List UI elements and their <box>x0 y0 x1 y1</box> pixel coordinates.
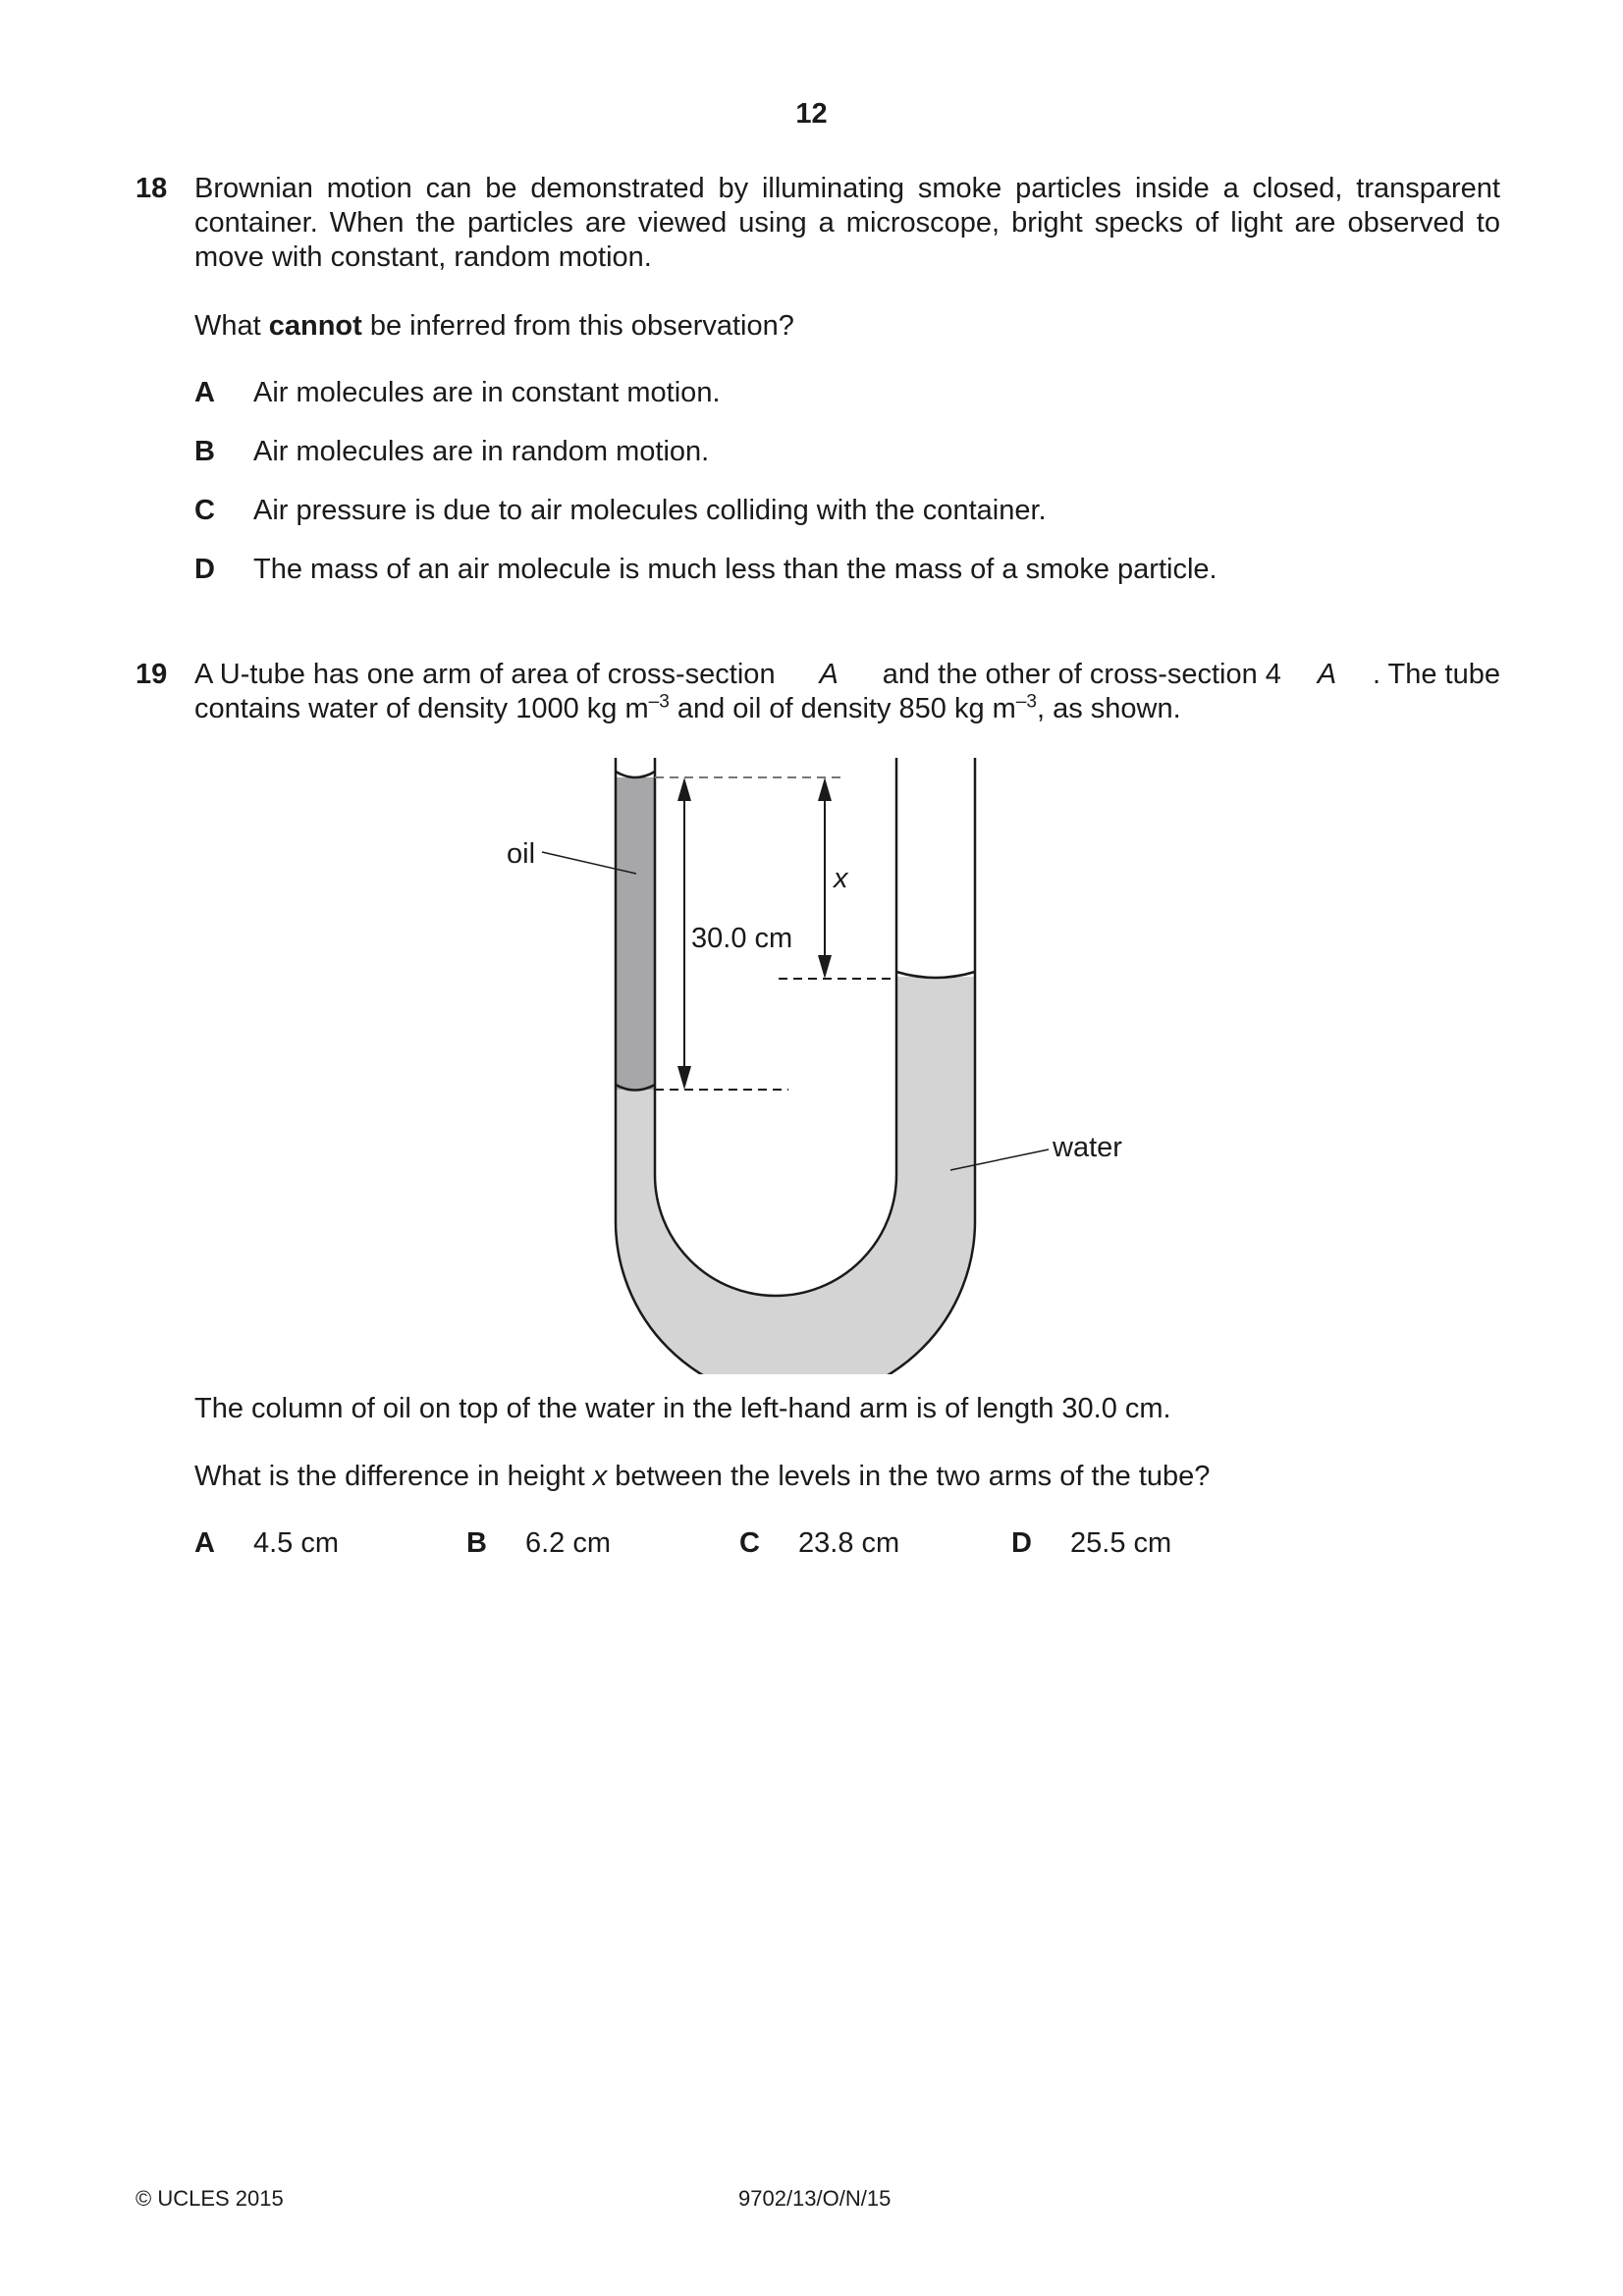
option-text: 6.2 cm <box>525 1527 612 1559</box>
prompt-part: What is the difference in height <box>194 1461 593 1492</box>
question-number: 19 <box>135 659 168 690</box>
footer-copyright: © UCLES 2015 <box>135 2186 284 2211</box>
oil-label: oil <box>507 838 536 870</box>
option-text: The mass of an air molecule is much less than the mass of a smoke particle. <box>253 554 1217 585</box>
option-b <box>466 1526 611 1561</box>
prompt-emphasis: cannot <box>268 310 362 342</box>
footer-paper-code: 9702/13/O/N/15 <box>738 2186 892 2211</box>
question-18 <box>135 172 1500 275</box>
length-arrowhead-up <box>677 777 691 801</box>
text-part: A U-tube has one arm of area of cross-section <box>194 659 784 690</box>
question-19 <box>135 658 1500 726</box>
option-a <box>194 376 721 410</box>
question-stem: The column of oil on top of the water in the left-hand arm is of length 30.0 cm. <box>194 1393 1171 1424</box>
prompt-italic: x <box>592 1461 608 1492</box>
question-number: 18 <box>135 173 168 204</box>
option-a <box>194 1526 339 1561</box>
question-line-2 <box>194 692 1500 726</box>
superscript: –3 <box>1015 691 1037 713</box>
length-arrowhead-down <box>677 1066 691 1090</box>
option-d <box>1011 1526 1171 1561</box>
question-prompt <box>194 1460 1210 1494</box>
option-letter: A <box>194 377 215 408</box>
water-label: water <box>1053 1132 1122 1163</box>
text-part: , as shown. <box>1036 693 1181 724</box>
text-italic: A <box>819 659 839 690</box>
option-letter: C <box>739 1527 760 1559</box>
question-text <box>194 658 1500 726</box>
text-part: and oil of density 850 kg m <box>669 693 1016 724</box>
prompt-part: What <box>194 310 269 342</box>
option-letter: D <box>1011 1527 1032 1559</box>
text-part: . The tube <box>1372 659 1500 690</box>
question-line-1 <box>194 658 1500 692</box>
option-text: Air molecules are in constant motion. <box>253 377 721 408</box>
u-tube-diagram <box>0 746 1623 1374</box>
prompt-part: be inferred from this observation? <box>361 310 794 342</box>
option-letter: B <box>466 1527 487 1559</box>
water-region <box>616 977 975 1374</box>
x-arrowhead-down <box>818 955 832 979</box>
option-text: 23.8 cm <box>798 1527 900 1559</box>
option-letter: A <box>194 1527 215 1559</box>
option-d <box>194 553 1217 587</box>
option-letter: B <box>194 436 215 467</box>
page-number: 12 <box>795 98 828 130</box>
option-text: Air molecules are in random motion. <box>253 436 710 467</box>
text-part: contains water of density 1000 kg m <box>194 693 649 724</box>
option-c <box>739 1526 899 1561</box>
option-text: Air pressure is due to air molecules colliding with the container. <box>253 495 1047 526</box>
text-italic: A <box>1317 659 1337 690</box>
x-label: x <box>834 863 848 894</box>
question-prompt <box>194 309 794 344</box>
superscript: –3 <box>648 691 670 713</box>
option-text: 4.5 cm <box>253 1527 340 1559</box>
option-b <box>194 435 709 469</box>
option-text: 25.5 cm <box>1070 1527 1172 1559</box>
option-letter: C <box>194 495 215 526</box>
text-part: and the other of cross-section 4 <box>874 659 1281 690</box>
option-letter: D <box>194 554 215 585</box>
option-c <box>194 494 1047 528</box>
question-text: Brownian motion can be demonstrated by illuminating smoke particles inside a closed, transparent container. When the particles are viewed using a microscope, bright specks of light are observed to move with constant, random motion. <box>194 173 1500 273</box>
oil-top-meniscus <box>616 772 655 777</box>
tube-inner-wall <box>655 758 896 1296</box>
oil-column <box>616 777 655 1090</box>
prompt-part: between the levels in the two arms of the tube? <box>607 1461 1211 1492</box>
length-label: 30.0 cm <box>691 923 793 954</box>
x-arrowhead-up <box>818 777 832 801</box>
